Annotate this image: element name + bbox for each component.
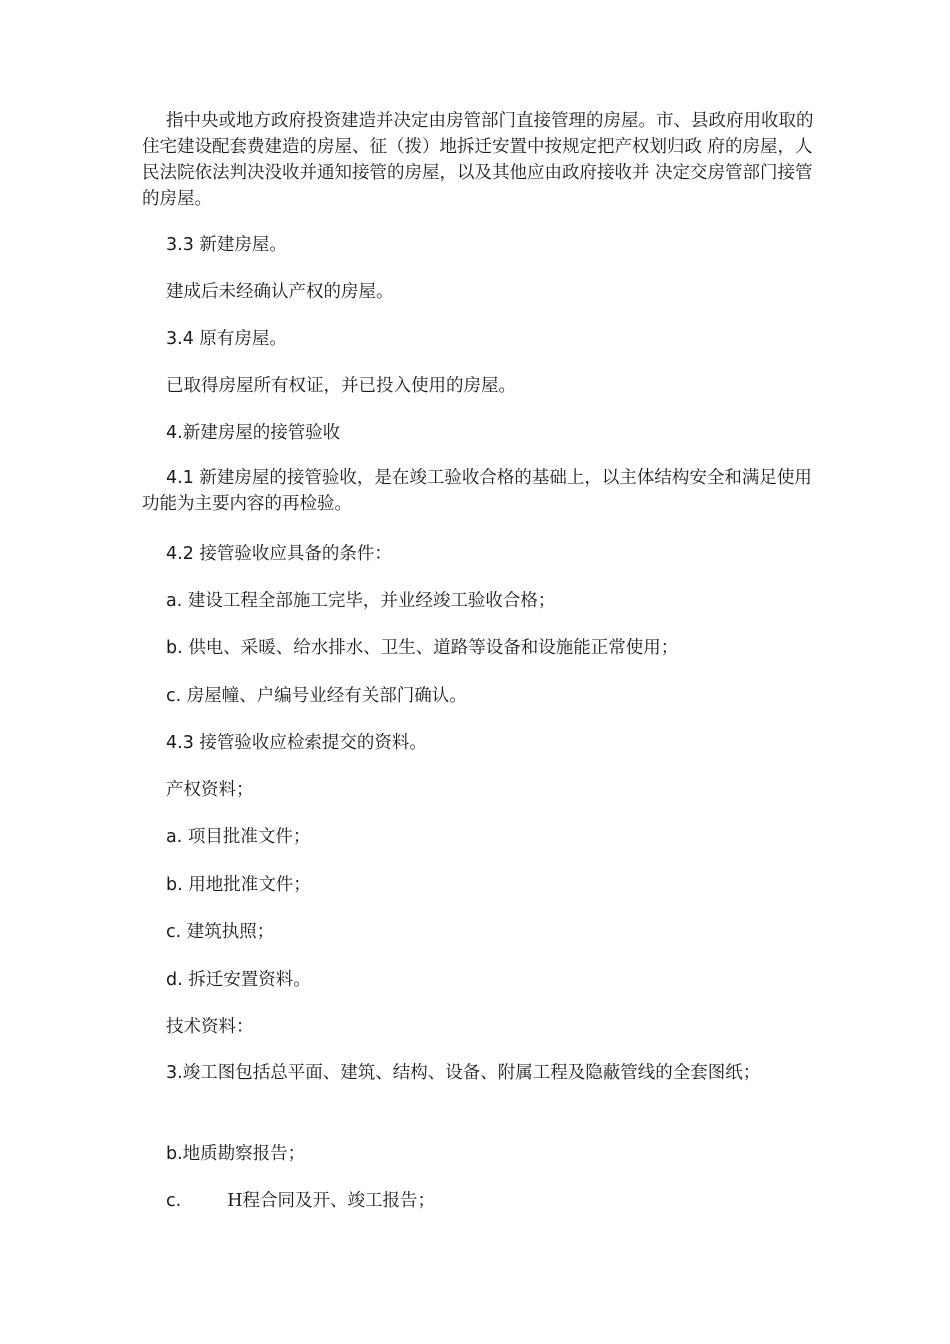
intro-paragraph <box>142 108 818 212</box>
section-number: 4.3 <box>166 733 194 753</box>
section-4-2-heading <box>142 541 818 567</box>
property-materials-heading <box>142 777 818 803</box>
section-title: 接管验收应检索提交的资料。 <box>199 733 427 753</box>
property-item-a <box>142 824 818 850</box>
list-text: 供电、采暖、给水排水、卫生、道路等设备和设施能正常使用； <box>188 638 679 658</box>
list-label: c. <box>166 1191 182 1211</box>
list-label: 3. <box>166 1063 183 1083</box>
subheading-text: 产权资料； <box>166 780 254 800</box>
list-text: 项目批准文件； <box>187 827 311 847</box>
list-label: b. <box>166 875 183 895</box>
section-3-4-definition <box>142 373 818 399</box>
property-item-b <box>142 872 818 898</box>
list-text: 竣工图包括总平面、建筑、结构、设备、附属工程及隐蔽管线的全套图纸； <box>182 1063 761 1083</box>
property-item-d <box>142 967 818 993</box>
list-text: 拆迁安置资料。 <box>188 970 311 990</box>
list-text: H程合同及开、竣工报告； <box>227 1191 435 1211</box>
section-title: 新建房屋。 <box>199 235 287 255</box>
intro-paragraph-text: 指中央或地方政府投资建造并决定由房管部门直接管理的房屋。市、县政府用收取的住宅建设配套费建造的房屋、征（拨）地拆迁安置中按规定把产权划归政 府的房屋，人民法院依法判决没收并通知接管的房屋，以及其他应由政府接收并 决定交房管部门接管的房屋。 <box>142 111 814 209</box>
list-label: b. <box>166 638 183 658</box>
condition-b <box>142 635 818 661</box>
section-4-3-heading <box>142 730 818 756</box>
list-text: 用地批准文件； <box>188 875 311 895</box>
list-text: 地质勘察报告； <box>182 1144 306 1164</box>
section-title: 新建房屋的接管验收 <box>182 423 341 443</box>
technical-item-c <box>142 1188 818 1214</box>
technical-item-b <box>142 1141 818 1167</box>
section-number: 3.3 <box>166 235 194 255</box>
condition-c <box>142 683 818 709</box>
subheading-text: 技术资料： <box>166 1017 254 1037</box>
list-label: c. <box>166 686 182 706</box>
list-label: d. <box>166 970 183 990</box>
section-number: 4.1 <box>166 468 194 488</box>
section-3-3-heading <box>142 232 818 258</box>
list-label: c. <box>166 922 182 942</box>
list-label: a. <box>166 591 183 611</box>
property-item-c <box>142 919 818 945</box>
technical-item-3 <box>142 1060 790 1086</box>
section-4-1-paragraph <box>142 465 818 517</box>
section-title: 接管验收应具备的条件： <box>199 544 392 564</box>
list-text: 建设工程全部施工完毕，并业经竣工验收合格； <box>187 591 556 611</box>
section-number: 3.4 <box>166 329 194 349</box>
section-number: 4. <box>166 423 183 443</box>
section-3-4-heading <box>142 326 818 352</box>
list-label: b. <box>166 1144 183 1164</box>
definition-text: 建成后未经确认产权的房屋。 <box>166 282 394 302</box>
section-number: 4.2 <box>166 544 194 564</box>
list-label: a. <box>166 827 183 847</box>
section-4-heading <box>142 420 818 446</box>
section-title: 原有房屋。 <box>199 329 287 349</box>
section-3-3-definition <box>142 279 818 305</box>
list-text: 建筑执照； <box>186 922 275 942</box>
definition-text: 已取得房屋所有权证，并已投入使用的房屋。 <box>166 376 516 396</box>
condition-a <box>142 588 818 614</box>
section-text: 新建房屋的接管验收，是在竣工验收合格的基础上，以主体结构安全和满足使用功能为主要内容的再检验。 <box>142 468 812 514</box>
list-text: 房屋幢、户编号业经有关部门确认。 <box>186 686 467 706</box>
technical-materials-heading <box>142 1014 818 1040</box>
